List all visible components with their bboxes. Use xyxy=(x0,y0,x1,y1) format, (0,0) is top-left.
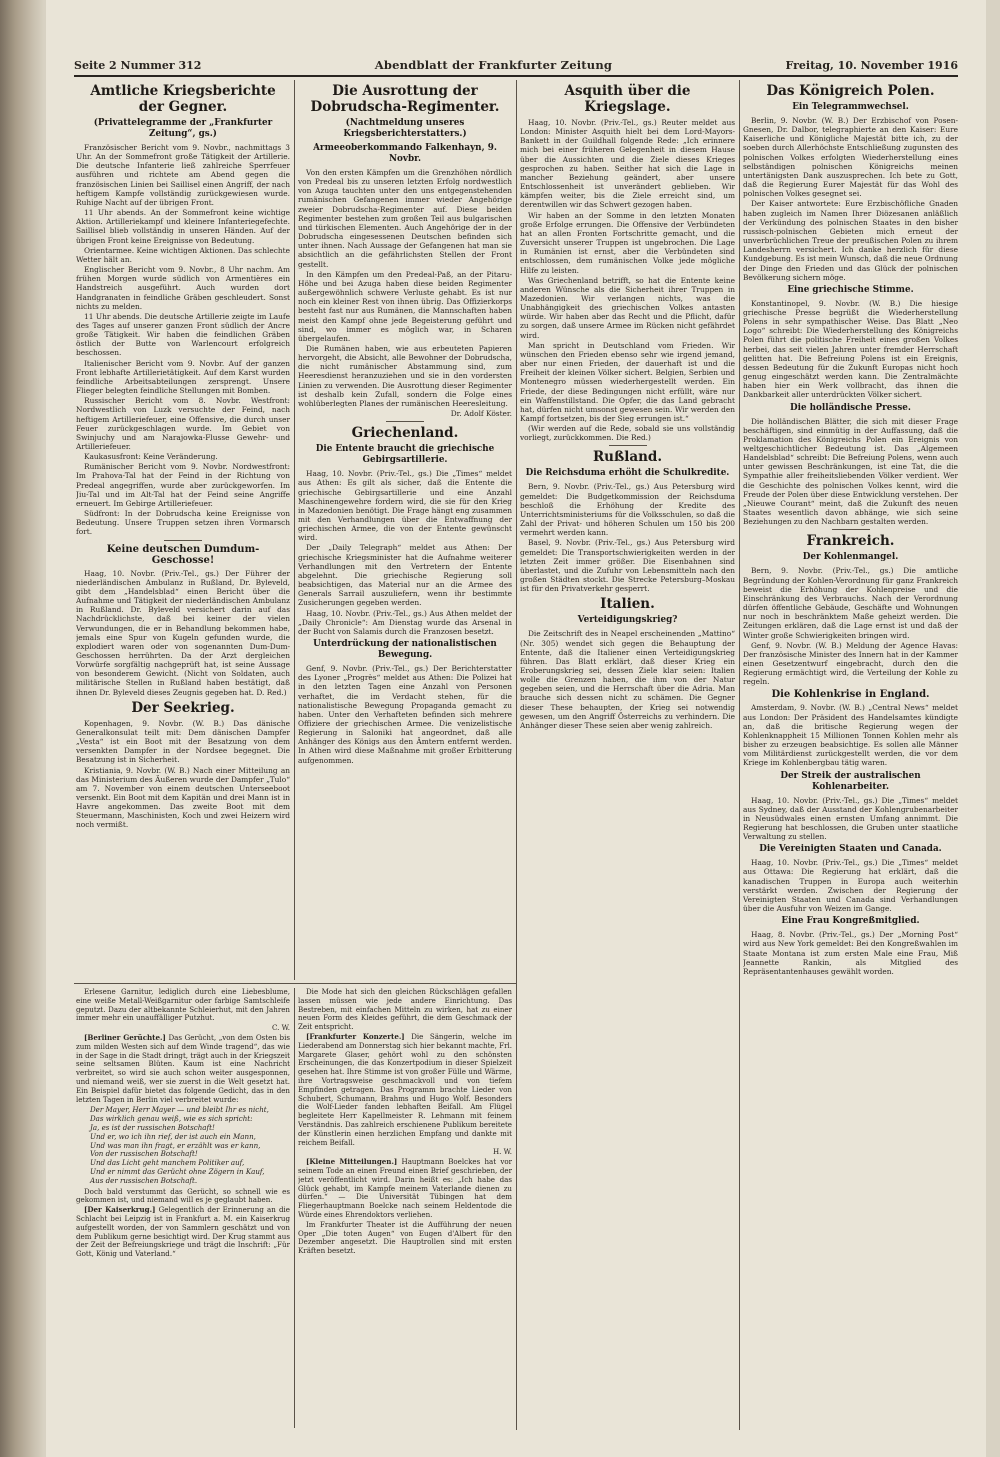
subheadline: Die Vereinigten Staaten und Canada. xyxy=(759,844,942,855)
article-paragraph: Bern, 9. Novbr. (Priv.-Tel., gs.) Aus Petersburg wird gemeldet: Die Budgetkommission der Reichsduma beschloß die Erhöhung der Kredite des Unterrichtsministeriums für die Volksschulen, so daß die Zahl der Privat- und höheren Schulen um 150 bis 200 vermehrt werden kann. xyxy=(520,482,735,538)
masthead xyxy=(74,56,958,74)
feuilleton-text: Die Sängerin, welche im Liederabend am Donnerstag sich hier bekannt machte, Frl. Margarete Glaser, gehört wohl zu den schönsten Erscheinungen, die das Konzertpodium in dieser Spielzeit gesehen hat. Ihre Stimme ist von großer Fülle und Wärme, ihre Vortragsweise geschmackvoll und von tiefem Empfinden getragen. Das Programm brachte Lieder von Schubert, Schumann, Brahms und Hugo Wolf. Besonders die Wolf-Lieder fanden lebhaften Beifall. Am Flügel begleitete Herr Kapellmeister R. Lehmann mit feinem Verständnis. Das zahlreich erschienene Publikum bereitete der Künstlerin einen herzlichen Empfang und dankte mit reichem Beifall. xyxy=(298,1031,512,1147)
article-paragraph: Haag, 10. Novbr. (Priv.-Tel., gs.) Die „Times“ meldet aus Athen: Es gilt als sicher, daß die Entente die griechische Gebirgsartillerie und eine Anzahl Maschinengewehre fordern wird, die sie für den Krieg in Mazedonien benötigt. Die Frage hängt eng zusammen mit den Verhandlungen über die Entwaffnung der griechischen Armee, die von der Entente gewünscht wird. xyxy=(298,469,512,543)
poem-line: Und was man ihn fragt, er erzählt was er kann, xyxy=(90,1140,261,1150)
article-paragraph: Haag, 10. Novbr. (Priv.-Tel., gs.) Der Führer der niederländischen Ambulanz in Rußland, Dr. Byleveld, gibt dem „Handelsblad“ einen Bericht über die Aufnahme und Tätigkeit der niederländischen Ambulanz in Rußland. Dr. Byleveld versichert darin auf das Nachdrücklichste, daß bei keiner der vielen Verwundungen, die er in Behandlung bekommen habe, jemals eine Spur von Kugeln gefunden wurde, die explodiert waren oder von sogenannten Dum-Dum-Geschossen herrührten. Da der Arzt dergleichen Vorwürfe sorgfältig nachgeprüft hat, ist seine Aussage von besonderem Gewicht. (Nicht von Soldaten, auch militärische Stellen in Rußland haben bestätigt, daß ihnen Dr. Byleveld dieses Zeugnis gegeben hat. D. Red.) xyxy=(76,568,290,697)
article-paragraph: Amsterdam, 9. Novbr. (W. B.) „Central News“ meldet aus London: Der Präsident des Handelsamtes kündigte an, daß die britische Regierung wegen der Kohlenknappheit 15 Millionen Tonnen Kohlen mehr als bisher zu erzeugen beabsichtige. Es sollen alle Männer vom Militärdienst zurückgestellt werden, die vor dem Kriege im Kohlenbergbau tätig waren. xyxy=(743,703,958,768)
dateline: Armeeoberkommando Falkenhayn, 9. Novbr. xyxy=(313,143,497,164)
feuilleton-paragraph: Doch bald verstummt das Gerücht, so schnell wie es gekommen ist, und niemand will es je geglaubt haben. xyxy=(76,1186,290,1205)
poem xyxy=(90,1106,290,1185)
article-paragraph: Was Griechenland betrifft, so hat die Entente keine anderen Wünsche als die Sicherheit ihrer Truppen in Mazedonien. Wir verlangen nichts, was die Unabhängigkeit des griechischen Volkes antasten würde. Wir haben aber das Recht und die Pflicht, dafür zu sorgen, daß unsere Armee im Rücken nicht gefährdet wird. xyxy=(520,275,735,340)
poem-line: Der Mayer, Herr Mayer — und bleibt Ihr es nicht, xyxy=(90,1105,269,1115)
subheadline: Die holländische Presse. xyxy=(790,402,911,413)
article-paragraph: Die Rumänen haben, wie aus erbeuteten Papieren hervorgeht, die Absicht, alle Bewohner der Dobrudscha, die nicht rumänischer Abstammung sind, zum Heeresdienst heranzuziehen und sie in den vordersten Linien zu verwenden. Die Ausrottung dieser Regimenter ist deshalb kein Zufall, sondern die Folge eines wohlüberlegten Planes der rumänischen Heeresleitung. xyxy=(298,343,512,408)
article-paragraph: Kaukasusfront: Keine Veränderung. xyxy=(84,452,218,462)
headline-greece: Griechenland. xyxy=(351,425,459,442)
masthead-date: Freitag, 10. November 1916 xyxy=(785,58,958,72)
poem-line: Und das Licht geht manchem Politiker auf, xyxy=(90,1158,245,1168)
poem-line: Das wirklich genau weiß, wie es sich spricht: xyxy=(90,1114,253,1124)
poem-line: Und er nimmt das Gerücht ohne Zögern in Kauf, xyxy=(90,1166,265,1176)
article-paragraph: Der „Daily Telegraph“ meldet aus Athen: Der griechische Kriegsminister hat die Aufnahme weiterer Verhandlungen mit den Vertretern der Entente abgelehnt. Die griechische Regierung soll beabsichtigen, das Material nur an die Armee des Generals Sarrail auszuliefern, wenn ihr bestimmte Zusicherungen gegeben werden. xyxy=(298,543,512,608)
subheadline: (Nachtmeldung unseres Kriegsberichterstatters.) xyxy=(343,118,467,139)
column-rule xyxy=(294,988,295,1428)
article-paragraph: Der Kaiser antwortete: Eure Erzbischöfliche Gnaden haben zugleich im Namen Ihrer Diözesanen anläßlich der Verkündung des polnischen Staates in den bisher russisch-polnischen Gebieten mich erneut der unverbrüchlichen Treue der preußischen Polen zu ihrem Landesherrn versichert. Ich danke herzlich für diese Kundgebung. Es ist mein Wunsch, daß die neue Ordnung der Dinge den Frieden und das Glück der polnischen Bevölkerung sichern möge. xyxy=(743,199,958,282)
column-rule xyxy=(739,80,740,1430)
article-paragraph: Haag, 10. Novbr. (Priv.-Tel., gs.) Die „Times“ meldet aus Sydney, daß der Ausstand der Kohlengrubenarbeiter in Neusüdwales einen ernsten Umfang annimmt. Die Regierung hat beschlossen, die Gruben unter staatliche Verwaltung zu stellen. xyxy=(743,795,958,842)
author-signature: H. W. xyxy=(492,1147,512,1157)
article-paragraph: 11 Uhr abends. An der Sommefront keine wichtige Aktion. Artilleriekampf und kleinere Infanteriegefechte. Saillisel blieb vollständig in unseren Händen. Auf der übrigen Front keine Ereignisse von Bedeutung. xyxy=(76,208,290,245)
headline-war-reports: Amtliche Kriegsberichte der Gegner. xyxy=(90,83,276,115)
article-paragraph: Berlin, 9. Novbr. (W. B.) Der Erzbischof von Posen-Gnesen, Dr. Dalbor, telegraphierte an den Kaiser: Eure Kaiserliche und Königliche Majestät bitte ich, zu der soeben durch Allerhöchste Entschließung zugunsten des polnischen Volkes erfolgten Wiederherstellung eines selbständigen polnischen Königreichs meinen untertänigsten Dank auszusprechen. Ich bete zu Gott, daß die Regierung Eurer Majestät für das Wohl des polnischen Volkes gesegnet sei. xyxy=(743,116,958,199)
poem-line: Aus der russischen Botschaft. xyxy=(90,1175,198,1185)
feuilleton-text: Das Gerücht, „von dem Osten bis zum milden Westen sich auf dem Winde tragend“, das wie in der Sage in die Stadt dringt, trägt auch in der Kriegszeit seine seltsamen Blüten. Kaum ist eine Nachricht verbreitet, so wird sie auch schon weiter ausgesponnen, und niemand weiß, wer sie zuerst in die Welt gesetzt hat. Ein Beispiel dafür bietet das folgende Gedicht, das in den letzten Tagen in Berlin viel verbreitet wurde: xyxy=(76,1032,290,1104)
divider xyxy=(386,421,424,422)
article-paragraph: In den Kämpfen um den Predeal-Paß, an der Pitaru-Höhe und bei Azuga haben diese beiden Regimenter außergewöhnlich schwere Verluste gehabt. Es ist nur noch ein kleiner Rest von ihnen übrig. Das Offizierkorps besteht fast nur aus Rumänen, die Mannschaften haben meist den Kampf ohne jede Begeisterung geführt und sind, wo immer es möglich war, in Scharen übergelaufen. xyxy=(298,269,512,343)
article-paragraph: Kopenhagen, 9. Novbr. (W. B.) Das dänische Generalkonsulat teilt mit: Dem dänischen Dampfer „Vesta“ ist ein Boot mit der Besatzung von dem versenkten Dampfer in der Nordsee begegnet. Die Besatzung ist in Sicherheit. xyxy=(76,718,290,765)
article-paragraph: Haag, 10. Novbr. (Priv.-Tel., gs.) Aus Athen meldet der „Daily Chronicle“: Am Dienstag wurde das Arsenal in der Bucht von Salamis durch die Franzosen besetzt. xyxy=(298,608,512,636)
column-4 xyxy=(743,80,958,1430)
divider xyxy=(164,540,202,541)
headline-italy: Italien. xyxy=(600,596,655,613)
subheadline: Unterdrückung der nationalistischen Bewegung. xyxy=(313,639,497,661)
poem-line: Ja, es ist der russischen Botschaft! xyxy=(90,1122,215,1132)
feuilleton-text: Hauptmann Boelckes hat vor seinem Tode an einen Freund einen Brief geschrieben, der jetzt veröffentlicht wird. Darin heißt es: „Ich habe das Glück gehabt, im Kampfe meinem Vaterlande dienen zu dürfen.“ — Die Universität Tübingen hat dem Fliegerhauptmann Boelcke nach seinem Heldentode die Würde eines Ehrendoktors verliehen. xyxy=(298,1157,512,1219)
column-rule xyxy=(294,80,295,980)
feuilleton-rule xyxy=(74,983,516,984)
article-paragraph: Die holländischen Blätter, die sich mit dieser Frage beschäftigen, sind einmütig in der Auffassung, daß die Proklamation des Königreichs Polen ein Ereignis von weltgeschichtlicher Bedeutung ist. Das „Algemeen Handelsblad“ schreibt: Die Befreiung Polens, wenn auch unter gewissen Beschränkungen, ist eine Tat, die die Sympathie aller freiheitsliebenden Völker verdient. Wer die Geschichte des polnischen Volkes kennt, wird die Freude der Polen über diese Entwicklung verstehen. Der „Nieuwe Courant“ meint, daß die Zukunft des neuen Staates wesentlich davon abhänge, wie sich seine Beziehungen zu den Nachbarn gestalten werden. xyxy=(743,416,958,527)
article-paragraph: Französischer Bericht vom 9. Novbr., nachmittags 3 Uhr. An der Sommefront große Tätigkeit der Artillerie. Die deutsche Infanterie ließ zahlreiche Sperrfeuer ausführen und richtete am Abend gegen die französischen Linien bei Saillisel einen Angriff, der nach heftigem Kampfe vollständig zurückgewiesen wurde. Ruhige Nacht auf der übrigen Front. xyxy=(76,143,290,207)
divider xyxy=(832,529,870,530)
author-signature: C. W. xyxy=(272,1023,290,1033)
article-paragraph: (Wir werden auf die Rede, sobald sie uns vollständig vorliegt, zurückkommen. Die Red.) xyxy=(520,424,735,443)
article-paragraph: Kristiania, 9. Novbr. (W. B.) Nach einer Mitteilung an das Ministerium des Äußeren wurde der Dampfer „Tulo“ am 7. November von einem deutschen Unterseeboot versenkt. Ein Boot mit dem Kapitän und drei Mann ist in Havre angekommen. Das zweite Boot mit dem Steuermann, Maschinisten, Koch und zwei Heizern wird noch vermißt. xyxy=(76,765,290,830)
feuilleton-paragraph: Im Frankfurter Theater ist die Aufführung der neuen Oper „Die toten Augen“ von Eugen d'Albert für den Dezember angesetzt. Die Hauptrollen sind mit ersten Kräften besetzt. xyxy=(298,1219,512,1256)
column-3 xyxy=(520,80,735,1430)
article-paragraph: Haag, 8. Novbr. (Priv.-Tel., gs.) Der „Morning Post“ wird aus New York gemeldet: Bei den Kongreßwahlen im Staate Montana ist zum ersten Male eine Frau, Miß Jeannette Rankin, als Mitglied des Repräsentantenhauses gewählt worden. xyxy=(743,930,958,976)
article-paragraph: Genf, 9. Novbr. (W. B.) Meldung der Agence Havas: Der französische Minister des Innern hat in der Kammer einen Gesetzentwurf eingebracht, durch den die Regierung ermächtigt wird, die Verteilung der Kohle zu regeln. xyxy=(743,640,958,687)
article-paragraph: Basel, 9. Novbr. (Priv.-Tel., gs.) Aus Petersburg wird gemeldet: Die Transportschwierigkeiten werden in der letzten Zeit immer größer. Die Eisenbahnen sind überlastet, und die Zufuhr von Lebensmitteln nach den großen Städten stockt. Die Strecke Petersburg–Moskau ist für den Privatverkehr gesperrt. xyxy=(520,538,735,594)
feuilleton-paragraph: Erlesene Garnitur, lediglich durch eine Liebesblume, eine weiße Metall-Weißgarnitur oder farbige Samtschleife geputzt. Dazu der altbekannte Schleierhut, mit den Jahren immer mehr ein unauffälliger Putzhut. xyxy=(76,988,290,1023)
masthead-rule xyxy=(74,75,958,77)
feuilleton-heading: [Kleine Mitteilungen.] xyxy=(306,1157,398,1167)
article-paragraph: Englischer Bericht vom 9. Novbr., 8 Uhr nachm. Am frühen Morgen wurde südlich von Armentières ein Handstreich ausgeführt. Auch wurden dort Handgranaten in feindliche Gräben geschleudert. Sonst nichts zu melden. xyxy=(76,265,290,311)
author-signature: Dr. Adolf Köster. xyxy=(450,409,512,419)
divider xyxy=(609,445,647,446)
headline-france: Frankreich. xyxy=(806,533,895,550)
headline-dumdum: Keine deutschen Dumdum-Geschosse! xyxy=(106,543,260,566)
article-paragraph: Von den ersten Kämpfen um die Grenzhöhen nördlich von Predeal bis zu unseren letzten Erfolg nordwestlich von Azuga tauchten unter den uns entgegenstehenden rumänischen Gefangenen immer wieder Angehörige zweier Dobrudscha-Regimenter auf. Diese beiden Regimenter bestehen zum großen Teil aus bulgarischen und türkischen Elementen. Auch Angehörige der in der Dobrudscha eingesessenen Deutschen befinden sich unter ihnen. Nach Aussage der Gefangenen hat man sie absichtlich an die gefährlichsten Stellen der Front gestellt. xyxy=(298,168,512,269)
article-paragraph: Bern, 9. Novbr. (Priv.-Tel., gs.) Die amtliche Begründung der Kohlen-Verordnung für ganz Frankreich beweist die Erhöhung der Kohlenpreise und die Einschränkung des Verbrauchs. Nach der Verordnung dürfen öffentliche Gebäude, Geschäfte und Wohnungen nur noch in beschränktem Maße geheizt werden. Die Zeitungen erklären, daß die Lage ernst ist und daß der Winter große Schwierigkeiten bringen wird. xyxy=(743,566,958,640)
article-paragraph: Italienischer Bericht vom 9. Novbr. Auf der ganzen Front lebhafte Artillerietätigkeit. Auf dem Karst wurden feindliche Arbeitsabteilungen zersprengt. Unsere Flieger belegten feindliche Stellungen mit Bomben. xyxy=(76,358,290,396)
feuilleton-heading: [Frankfurter Konzerte.] xyxy=(306,1031,405,1041)
column-2 xyxy=(298,80,512,980)
article-paragraph: Russischer Bericht vom 8. Novbr. Westfront: Nordwestlich von Luzk versuchte der Feind, nach heftigem Artilleriefeuer, eine Offensive, die durch unser Feuer zurückgeschlagen wurde. Im Gebiet von Swinjuchy und am Narajowka-Flusse Gewehr- und Artilleriefeuer. xyxy=(76,396,290,451)
subheadline: Der Kohlenmangel. xyxy=(802,552,899,563)
article-paragraph: Man spricht in Deutschland vom Frieden. Wir wünschen den Frieden ebenso sehr wie irgend jemand, aber nur einen Frieden, der dauerhaft ist und die Freiheit der kleinen Völker sichert. Belgien, Serbien und Montenegro müssen wiederhergestellt werden. Ein Friede, der diese Bedingungen nicht erfüllt, wäre nur ein Waffenstillstand. Die Opfer, die das Land gebracht hat, dürfen nicht umsonst gewesen sein. Wir werden den Kampf fortsetzen, bis der Sieg errungen ist.“ xyxy=(520,340,735,423)
masthead-newspaper-title: Abendblatt der Frankfurter Zeitung xyxy=(374,58,613,72)
headline-naval-war: Der Seekrieg. xyxy=(131,699,235,716)
subheadline: Eine griechische Stimme. xyxy=(787,284,914,295)
feuilleton-paragraph: Die Mode hat sich den gleichen Rückschlägen gefallen lassen müssen wie jede andere Einrichtung. Das Bestreben, mit einfachen Mitteln zu wirken, hat zu einer neuen Form des Kleides geführt, die dem Geschmack der Zeit entspricht. xyxy=(298,988,512,1032)
headline-dobrudscha: Die Ausrottung der Dobrudscha-Regimenter. xyxy=(310,83,500,115)
subheadline: (Privattelegramme der „Frankfurter Zeitung“, gs.) xyxy=(93,118,273,139)
feuilleton-column-1 xyxy=(76,988,290,1428)
poem-line: Von der russischen Botschaft! xyxy=(90,1149,198,1159)
subheadline: Die Reichsduma erhöht die Schulkredite. xyxy=(525,468,730,479)
feuilleton-heading: [Berliner Gerüchte.] xyxy=(84,1032,166,1042)
article-paragraph: Die Zeitschrift des in Neapel erscheinenden „Mattino“ (Nr. 305) wendet sich gegen die Behauptung der Entente, daß die Italiener einen Verteidigungskrieg führen. Das Blatt erklärt, daß dieser Krieg ein Eroberungskrieg sei, dessen Ziele klar seien: Italien wolle die Grenzen haben, die ihm von der Natur gegeben seien, und die Herrschaft über die Adria. Man brauche sich dessen nicht zu schämen. Die Gegner dieser These behaupten, der Krieg sei notwendig gewesen, um den Angriff Österreichs zu verhindern. Die Anhänger dieser These seien aber wenig zahlreich. xyxy=(520,629,735,730)
feuilleton-column-2 xyxy=(298,988,512,1428)
headline-russia: Rußland. xyxy=(592,449,663,466)
article-paragraph: Südfront: In der Dobrudscha keine Ereignisse von Bedeutung. Unsere Truppen setzen ihren Vormarsch fort. xyxy=(76,509,290,537)
masthead-page-number: Seite 2 Nummer 312 xyxy=(74,58,202,72)
article-paragraph: Haag, 10. Novbr. (Priv.-Tel., gs.) Reuter meldet aus London: Minister Asquith hielt bei dem Lord-Mayors-Bankett in der Guildhall folgende Rede: „Ich erinnere mich bei einer früheren Gelegenheit in diesem Hause über die Aussichten und die Ziele dieses Krieges gesprochen zu haben. Seither hat sich die Lage in mancher Beziehung geändert, aber unsere Entschlossenheit ist unverändert geblieben. Wir kämpfen weiter, bis die Ziele erreicht sind, um derentwillen wir das Schwert gezogen haben. xyxy=(520,118,735,210)
subheadline: Verteidigungskrieg? xyxy=(577,615,678,626)
article-paragraph: 11 Uhr abends. Die deutsche Artillerie zeigte im Laufe des Tages auf unserer ganzen Front südlich der Ancre große Tätigkeit. Wir haben die feindlichen Gräben östlich der Butte von Warlencourt erfolgreich beschossen. xyxy=(76,311,290,358)
headline-coal-crisis: Die Kohlenkrise in England. xyxy=(771,689,930,701)
article-paragraph: Wir haben an der Somme in den letzten Monaten große Erfolge errungen. Die Offensive der Verbündeten hat an allen Fronten Fortschritte gemacht, und die Zuversicht unserer Truppen ist ungebrochen. Die Lage in Rumänien ist ernst, aber die Verbündeten sind entschlossen, dem rumänischen Volke jede mögliche Hilfe zu leisten. xyxy=(520,210,735,275)
article-paragraph: Haag, 10. Novbr. (Priv.-Tel., gs.) Die „Times“ meldet aus Ottawa: Die Regierung hat erklärt, daß die kanadischen Truppen in Europa auch weiterhin verstärkt werden. Zwischen der Regierung der Vereinigten Staaten und Canada sind Verhandlungen über die Ausfuhr von Weizen im Gange. xyxy=(743,858,958,914)
column-1 xyxy=(76,80,290,980)
subheadline: Der Streik der australischen Kohlenarbeiter. xyxy=(780,770,921,792)
article-paragraph: Orientarmee. Keine wichtigen Aktionen. Das schlechte Wetter hält an. xyxy=(76,245,290,264)
feuilleton-text: Gelegentlich der Erinnerung an die Schlacht bei Leipzig ist in Frankfurt a. M. ein Kaiserkrug aufgestellt worden, der von Sammlern geschätzt und von dem Publikum gerne besichtigt wird. Der Krug stammt aus der Zeit der Befreiungskriege und trägt die Inschrift: „Für Gott, König und Vaterland.“ xyxy=(76,1205,290,1259)
subheadline: Die Entente braucht die griechische Gebirgsartillerie. xyxy=(315,444,495,466)
book-spine xyxy=(0,0,44,1457)
article-paragraph: Konstantinopel, 9. Novbr. (W. B.) Die hiesige griechische Presse begrüßt die Wiederherstellung Polens in sehr sympathischer Weise. Das Blatt „Neo Logo“ schreibt: Die Wiederherstellung des Königreichs Polen führt die politische Freiheit eines großen Volkes herbei, das seit vielen Jahren unter fremder Herrschaft gelitten hat. Die Befreiung Polens ist ein Ereignis, dessen Bedeutung für die Zukunft Europas nicht hoch genug eingeschätzt werden kann. Die Zentralmächte haben hier ein Werk vollbracht, das ihnen die Dankbarkeit aller unterdrückten Völker sichert. xyxy=(743,298,958,400)
headline-poland: Das Königreich Polen. xyxy=(766,83,935,99)
poem-line: Und er, wo ich ihn rief, der ist auch ein Mann, xyxy=(90,1131,256,1141)
subheadline: Ein Telegrammwechsel. xyxy=(792,102,909,112)
article-paragraph: Genf, 9. Novbr. (Priv.-Tel., gs.) Der Berichterstatter des Lyoner „Progrès“ meldet aus Athen: Die Polizei hat in den letzten Tagen eine Anzahl von Personen verhaftet, die im Verdacht stehen, für die nationalistische Bewegung Propaganda gemacht zu haben. Unter den Verhafteten befinden sich mehrere Offiziere der griechischen Armee. Die venizelistische Regierung in Saloniki hat angeordnet, daß alle Anhänger des Königs aus den Ämtern entfernt werden. In Athen wird diese Maßnahme mit großer Erbitterung aufgenommen. xyxy=(298,664,512,765)
headline-asquith: Asquith über die Kriegslage. xyxy=(564,83,691,115)
subheadline: Eine Frau Kongreßmitglied. xyxy=(781,916,920,927)
feuilleton-heading: [Der Kaiserkrug.] xyxy=(84,1205,156,1215)
column-rule xyxy=(516,80,517,1430)
article-paragraph: Rumänischer Bericht vom 9. Novbr. Nordwestfront: Im Prahova-Tal hat der Feind in der Richtung von Predeal angegriffen, wurde aber zurückgeworfen. Im Jiu-Tal und im Alt-Tal hat der Feind seine Angriffe erneuert. Im Gebirge Artilleriefeuer. xyxy=(76,462,290,508)
